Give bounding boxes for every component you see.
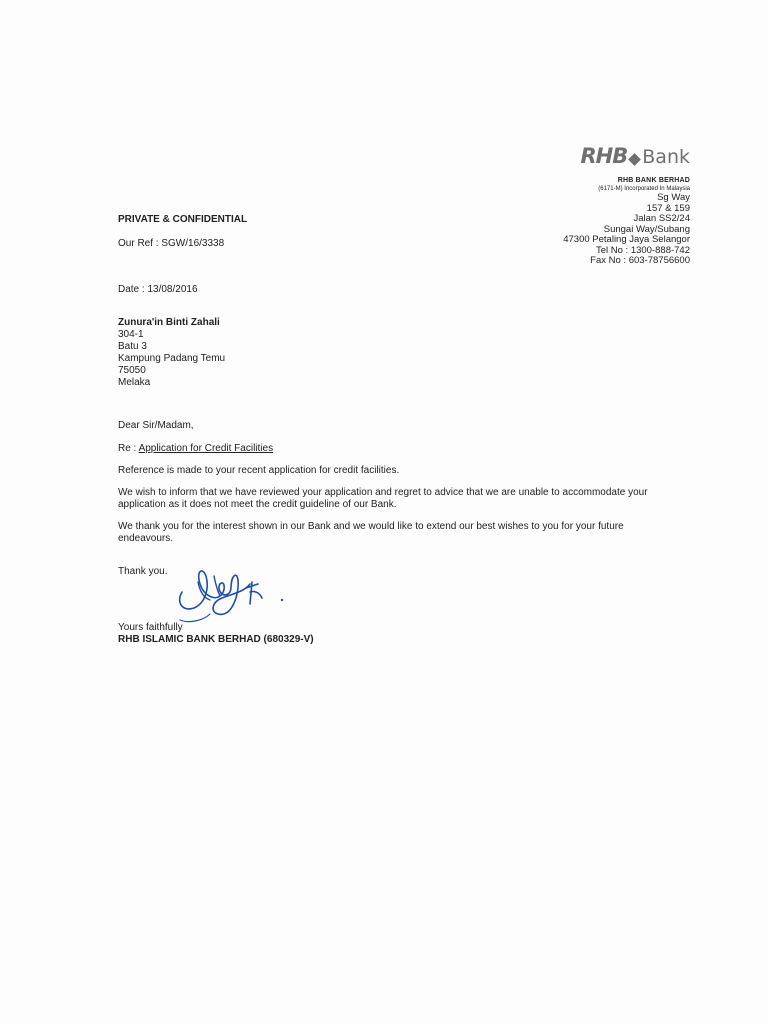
letterhead-address-line: 157 & 159 xyxy=(646,202,690,214)
letterhead-tel: Tel No : 1300-888-742 xyxy=(595,244,690,256)
body-paragraph: We wish to inform that we have reviewed your application and regret to advice that we are unable to accommodate your application as it does not meet the credit guideline of our Bank. xyxy=(118,487,648,510)
subject-prefix: Re : xyxy=(118,443,137,454)
letterhead-address-line: Jalan SS2/24 xyxy=(633,213,690,224)
recipient-address-line: 304-1 xyxy=(118,329,144,340)
recipient-address xyxy=(118,317,225,389)
closing-line: Yours faithfully xyxy=(118,622,183,633)
recipient-address-line: Batu 3 xyxy=(118,341,147,352)
our-reference: Our Ref : SGW/16/3338 xyxy=(118,238,225,249)
letterhead-address-line: 47300 Petaling Jaya Selangor xyxy=(563,234,690,245)
recipient-address-line: Melaka xyxy=(118,377,151,388)
logo-diamond-icon xyxy=(628,153,641,166)
letterhead-fax: Fax No : 603-78756600 xyxy=(590,255,690,266)
rhb-bank-logo xyxy=(490,144,690,176)
closing-company: RHB ISLAMIC BANK BERHAD (680329-V) xyxy=(118,634,314,645)
letterhead-address-line: Sg Way xyxy=(657,192,690,203)
salutation: Dear Sir/Madam, xyxy=(118,420,194,431)
letterhead-incorporation: (6171-M) Incorporated In Malaysia xyxy=(598,186,690,192)
logo-rhb-text: RHB xyxy=(580,144,628,168)
body-paragraph: Reference is made to your recent application for credit facilities. xyxy=(118,465,400,476)
letterhead-address-line: Sungai Way/Subang xyxy=(603,223,690,235)
recipient-name: Zunura'in Binti Zahali xyxy=(118,317,220,328)
thank-you-line: Thank you. xyxy=(118,566,168,577)
recipient-address-line: Kampung Padang Temu xyxy=(118,353,226,364)
logo-bank-text: Bank xyxy=(642,146,690,168)
letterhead-company: RHB BANK BERHAD xyxy=(617,177,690,184)
body-paragraph: We thank you for the interest shown in our Bank and we would like to extend our best wishes to you for your future endeavours. xyxy=(118,521,624,544)
letter-date: Date : 13/08/2016 xyxy=(118,284,198,295)
confidential-heading: PRIVATE & CONFIDENTIAL xyxy=(118,214,248,225)
handwritten-signature xyxy=(170,562,295,634)
recipient-address-line: 75050 xyxy=(118,365,146,376)
subject-line xyxy=(118,443,273,455)
letterhead xyxy=(490,144,690,267)
subject-title: Application for Credit Facilities xyxy=(138,443,274,454)
